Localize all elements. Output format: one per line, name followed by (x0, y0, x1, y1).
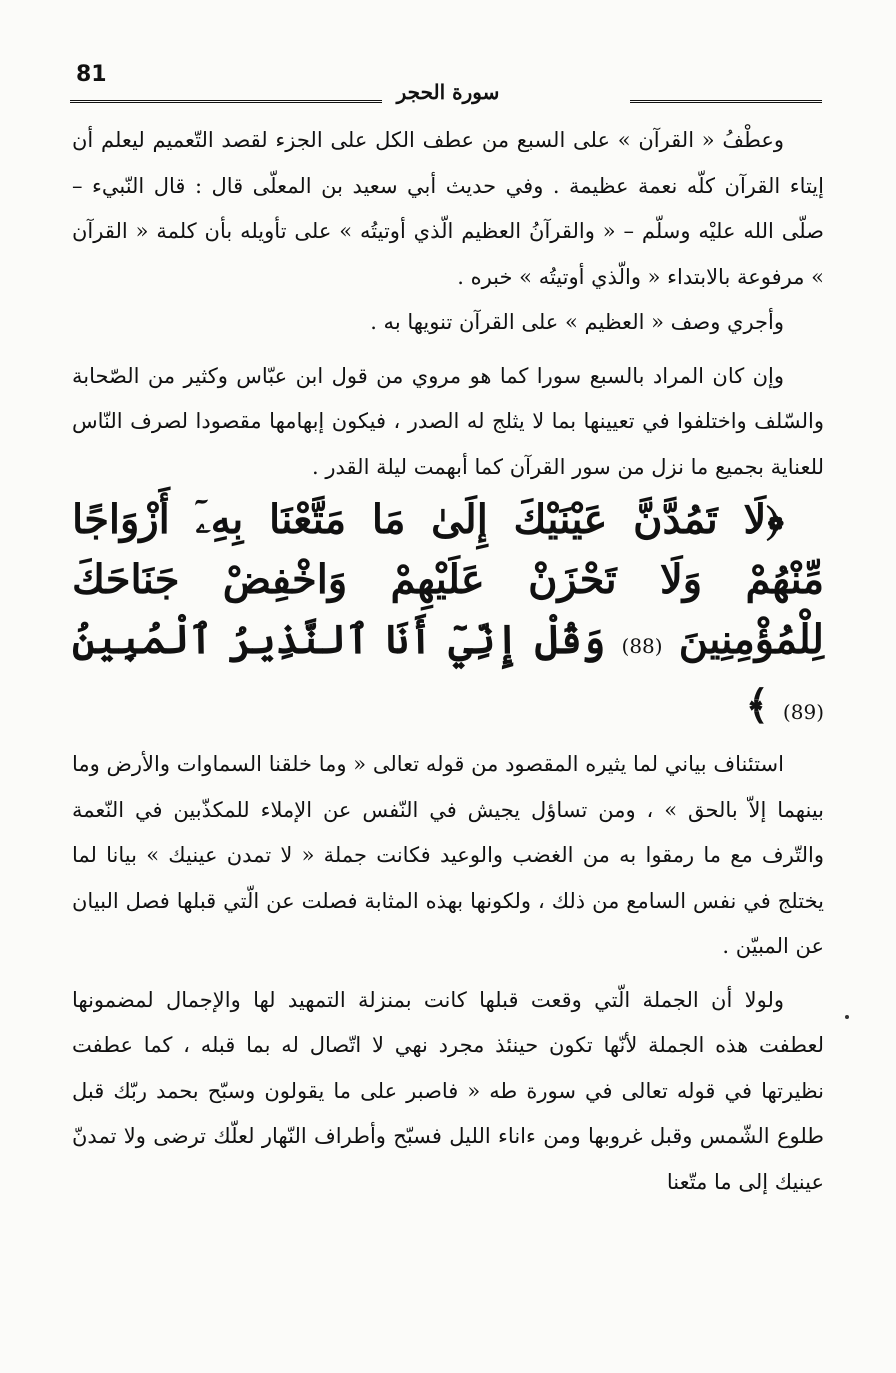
paragraph-2: وأجري وصف « العظيم » على القرآن تنويها به . (370, 310, 784, 334)
page-body (72, 118, 824, 1205)
paragraph-3: وإن كان المراد بالسبع سورا كما هو مروي من قول ابن عبّاس وكثير من الصّحابة والسّلف واختلفوا في تعيينها بما لا يثلج له الصدر ، فيكون إبهامها مقصودا لصرف النّاس للعناية بجميع ما نزل من سور القرآن كما أبهمت ليلة القدر . (72, 363, 824, 479)
header-rule-left (70, 100, 382, 103)
paragraph-1: وعطْفُ « القرآن » على السبع من عطف الكل على الجزء لقصد التّعميم ليعلم أن إيتاء القرآن كلّه نعمة عظيمة . وفي حديث أبي سعيد بن المعلّى قال : قال النّبيء – صلّى الله عليْه وسلّم – « والقرآنُ العظيم الّذي أوتيتُه » على تأويله بأن كلمة « القرآن » مرفوعة بالابتداء « والّذي أوتيتُه » خبره . (72, 128, 824, 289)
verse-text-1: ﴿لَا تَمُدَّنَّ عَيْنَيْكَ إِلَىٰ مَا مَتَّعْنَا بِهِۦٓ أَزْوَاجًا مِّنْهُمْ وَلَا تَحْزَنْ عَلَيْهِمْ وَاخْفِضْ جَنَاحَكَ لِلْمُؤْمِنِينَ (72, 496, 824, 663)
verse-text-2: وَقُلْ إِنِّيٓ أَنَا ٱلنَّذِيرُ ٱلْمُبِينُ (72, 616, 606, 663)
margin-mark (845, 1015, 849, 1019)
verse-number-89: (89) (782, 700, 824, 724)
verse-end-bracket: ﴾ (745, 682, 769, 729)
quran-verse (72, 490, 824, 742)
paragraph-4: استئناف بياني لما يثيره المقصود من قوله تعالى « وما خلقنا السماوات والأرض وما بينهما إلاّ بالحق » ، ومن تساؤل يجيش في النّفس عن الإملاء للمكذّبين في النّعمة والتّرف مع ما رمقوا به من الغضب والوعيد فكانت جملة « لا تمدن عينيك » بيانا لما يختلج في نفس السامع من ذلك ، ولكونها بهذه المثابة فصلت عن الّتي قبلها فصل البيان عن المبيّن . (72, 752, 824, 958)
header-rule-right (630, 100, 822, 103)
running-title: سورة الحجر (396, 80, 500, 104)
page-header (0, 0, 896, 110)
paragraph-5: ولولا أن الجملة الّتي وقعت قبلها كانت بمنزلة التمهيد لها والإجمال لمضمونها لعطفت هذه الجملة لأنّها تكون حينئذ مجرد نهي لا اتّصال له بما قبله ، كما عطفت نظيرتها في قوله تعالى في سورة طه « فاصبر على ما يقولون وسبّح بحمد ربّك قبل طلوع الشّمس وقبل غروبها ومن ءاناء الليل فسبّح وأطراف النّهار لعلّك ترضى ولا تمدنّ عينيك إلى ما متّعنا (72, 987, 824, 1194)
verse-number-88: (88) (621, 634, 663, 658)
page-number: 81 (76, 62, 107, 87)
